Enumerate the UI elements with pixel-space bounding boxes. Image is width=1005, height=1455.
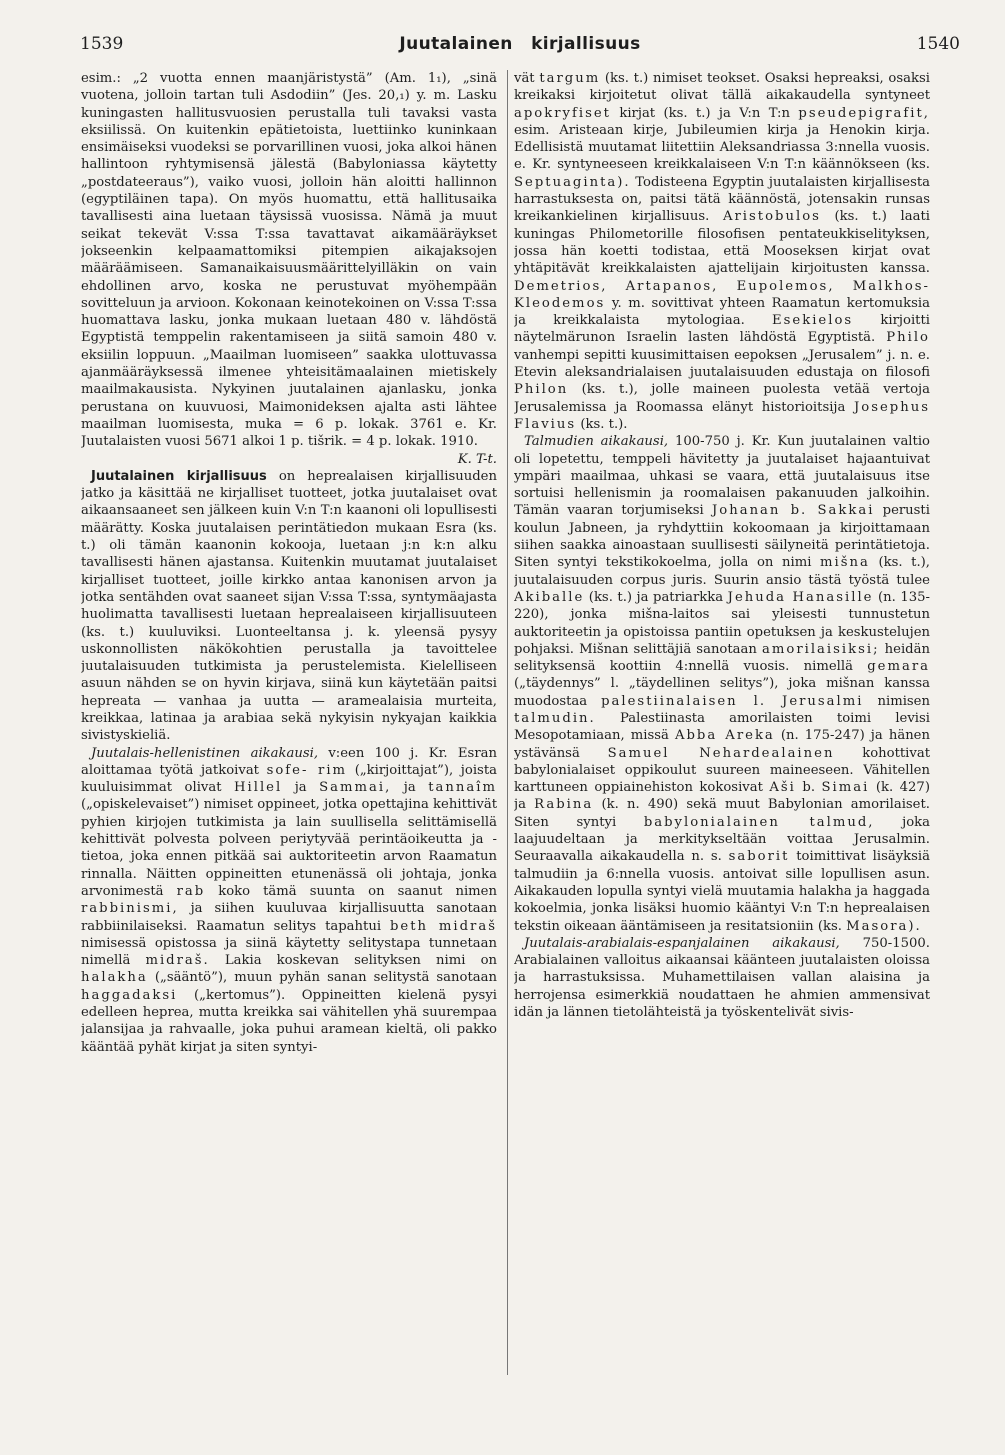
text-run: ja siihen kuuluvaa kirjallisuutta sanotaan rabbiinilaiseksi. Raamatun selitys tapahtui bbox=[81, 901, 497, 934]
text-run: 100-750 j. Kr. Kun juutalainen valtio oli lopetettu, temppeli hävitetty ja juutalaiset hajaantuivat ympäri maailmaa, uhkasi se vaara, että juutalaisuus itse sortuisi hellenismin ja roomalaisen pakanuuden jalkoihin. Tämän vaaran torjumiseksi bbox=[514, 434, 930, 519]
text-run: Palestiinasta amorilaisten toimi levisi Mesopotamiaan, missä bbox=[514, 710, 930, 744]
page-number-left: 1539 bbox=[80, 34, 124, 54]
term: Abba Areka bbox=[674, 728, 775, 744]
term: halakha bbox=[81, 970, 148, 986]
term: rabbinismi, bbox=[81, 901, 179, 917]
term: Josephus Flavius bbox=[514, 399, 930, 432]
term: beth midraš bbox=[389, 918, 497, 934]
text-run: nimisessä opistossa ja siinä käytetty selitystapa tunnetaan nimellä bbox=[81, 935, 497, 969]
term: sofe- rim bbox=[266, 762, 348, 778]
paragraph-text: on heprealaisen kirjallisuuden jatko ja käsittää ne kirjalliset tuotteet, jotka juutalaiset ovat aikaansaaneet sen jälkeen kuin V:n T:n kaanoni oli lopullisesti määrätty. Koska juutalaisen perintätiedon mukaan Esra (ks. t.) oli tämän kaanonin kokooja, luetaan j:n k:n alku tavallisesti hänen ajastansa. Kuitenkin muutamat juutalaiset kirjalliset tuotteet, joille kirkko antaa kanonisen arvon ja jotka sentähden ovat saaneet sijan V:ssa T:ssa, syntymäajasta huolimatta tavallisesti luetaan heprealaiseen kirjallisuuteen (ks. t.) kuuluviksi. Luonteeltansa j. k. yleensä pysyy uskonnollisten näkökohtien perustalla ja tavoittelee juutalaisuuden tutkimista ja perustelemista. Kielelliseen asuun nähden se on hyvin kirjava, siinä kun käytetään paitsi hepreata — vanhaa ja uutta — aramealaisia murteita, kreikkaa, latinaa ja arabiaa sekä nykyisin nykyajan kaikkia sivistyskieliä. bbox=[81, 468, 497, 744]
term: mišna bbox=[820, 555, 870, 571]
running-title bbox=[80, 34, 960, 54]
term: Esekielos bbox=[772, 313, 854, 329]
term: targum bbox=[539, 71, 601, 86]
author-signature bbox=[81, 451, 497, 468]
term: Johanan b. Sakkai bbox=[711, 503, 875, 519]
text-run: koko tämä suunta on saanut nimen bbox=[218, 883, 497, 899]
text-run: („sääntö”), muun pyhän sanan selitystä sanotaan bbox=[154, 970, 497, 986]
paragraph bbox=[514, 70, 930, 433]
text-run: ja bbox=[403, 780, 416, 796]
text-run: 750-1500. Arabialainen valloitus aikaansai käänteen juutalaisten oloissa ja harrastuksissa. Muhamettilaisen vallan alaisina ja herrojensa esimerkkiä noudattaen he ahmien ammensivat idän ja lännen tietolähteistä ja työskentelivät sivis- bbox=[514, 935, 930, 1021]
section-paragraph bbox=[81, 745, 497, 1056]
term: saborit bbox=[728, 849, 790, 865]
text-run: („täydennys” l. „täydellinen selitys”), joka mišnan kanssa muodostaa bbox=[514, 676, 930, 709]
term: Akiballe bbox=[514, 589, 585, 605]
text-run: kohottivat babylonialaiset oppikoulut suureen maineeseen. Vähitellen karttuneen oppiainehiston kokosivat bbox=[514, 745, 930, 796]
text-run: Todisteena Egyptin juutalaisten kirjallisesta harrastuksesta on, paitsi tätä käännöstä, jotensakin runsas kreikankielinen kirjallisuus. bbox=[514, 174, 930, 225]
text-run: (ks. t.) nimiset teokset. Osaksi hepreaksi, osaksi kreikaksi kirjoitetut olivat tällä aikakaudella syntyneet bbox=[514, 71, 930, 104]
term: midraš. bbox=[145, 953, 210, 969]
term: Simai bbox=[821, 780, 870, 796]
text-run: heidän selityksensä koottiin 4:nnellä vuosis. nimellä bbox=[514, 641, 930, 675]
term: Hillel bbox=[234, 780, 283, 796]
text-run: (ks. t.) ja patriarkka bbox=[588, 589, 724, 605]
term: Jehuda Hanasille bbox=[727, 589, 874, 605]
text-run: (ks. t.). bbox=[580, 416, 628, 432]
term: rab bbox=[176, 883, 206, 899]
text-run: kirjat (ks. t.) ja V:n T:n bbox=[619, 105, 790, 121]
article-headword: Juutalainen kirjallisuus bbox=[91, 468, 267, 484]
page-number-right: 1540 bbox=[916, 34, 960, 54]
text-run: esim. Aristeaan kirje, Jubileumien kirja ja Henokin kirja. Edellisistä muutamat liitettiin Aleksandriassa 3:nnella vuosis. e. Kr. syntyneeseen kreikkalaiseen V:n T:n käännökseen (ks. bbox=[514, 122, 930, 173]
term: talmudin. bbox=[514, 710, 596, 726]
text-run: vät bbox=[514, 71, 535, 86]
text-run: vanhempi sepitti kuusimittaisen eepoksen „Jerusalem” j. n. e. Etevin aleksandrialaisen juutalaisuuden edustaja on filosofi bbox=[514, 347, 930, 381]
text-run: (ks. t.) laati kuningas Philometorille filosofisen pentateukkiselityksen, jossa hän koetti todistaa, että Mooseksen kirjat ovat yhtäpitävät kreikkalaisten ajattelijain kirjoitusten kanssa. bbox=[514, 209, 930, 277]
text-run: ja bbox=[294, 780, 307, 796]
page-header bbox=[80, 34, 960, 62]
term: Sammai, bbox=[319, 780, 392, 796]
term: amorilaisiksi; bbox=[762, 641, 880, 657]
term: Masora). bbox=[846, 918, 922, 934]
text-run: (ks. t.), juutalaisuuden corpus juris. Suurin ansio tästä työstä tulee bbox=[514, 555, 930, 588]
term: Aristobulos bbox=[722, 209, 821, 225]
right-column bbox=[514, 70, 930, 1445]
running-title-word-1: Juutalainen bbox=[399, 34, 513, 54]
term: Samuel Nehardealainen bbox=[607, 745, 835, 761]
text-run: y. m. sovittivat yhteen Raamatun kertomuksia ja kreikkalaista mytologiaa. bbox=[514, 295, 930, 329]
text-run: v:een 100 j. Kr. Esran aloittamaa työtä jatkoivat bbox=[81, 745, 497, 778]
term: palestiinalaisen l. Jerusalmi bbox=[601, 693, 864, 709]
text-run: („kirjoittajat”), joista kuuluisimmat olivat bbox=[81, 762, 497, 796]
term: Aši bbox=[769, 780, 796, 796]
text-run: toimittivat lisäyksiä talmudiin ja 6:nnella vuosis. antoivat sille lopullisen asun. Aikakauden lopulla syntyi vielä muutamia halakha ja haggada kokoelmia, jonka lisäksi huomio kääntyi V:n T:n heprealaisen tekstin oikeaan ääntämiseen ja resitatsioniin (ks. bbox=[514, 849, 930, 934]
term: Septuaginta). bbox=[514, 174, 631, 190]
article-paragraph bbox=[81, 468, 497, 745]
text-run: (ks. t.), jolle maineen puolesta vetää vertoja Jerusalemissa ja Roomassa elänyt historioitsija bbox=[514, 382, 930, 415]
text-run: („opiskelevaiset”) nimiset oppineet, jotka opettajina kehittivät pyhien kirjojen tutkimista ja lain suullisella selittämisellä kehittivät polvesta polveen periytyvää perintäoikeutta ja -tietoa, joka ennen pitkää sai auktoriteetin arvon Raamatun rinnalla. Näitten oppineitten etunenässä oli johtaja, jonka arvonimestä bbox=[81, 797, 497, 899]
text-run: kirjoitti näytelmärunon Israelin lasten lähdöstä Egyptistä. bbox=[514, 313, 930, 346]
term: babylonialainen talmud, bbox=[643, 814, 875, 830]
term: pseudepigrafit, bbox=[798, 105, 930, 121]
signature-text: K. T-t. bbox=[457, 451, 497, 467]
section-heading: Talmudien aikakausi, bbox=[524, 434, 669, 450]
text-run: nimisen bbox=[877, 693, 930, 709]
paragraph bbox=[81, 70, 497, 451]
text-run: (n. 175-247) ja hänen ystävänsä bbox=[514, 728, 930, 761]
term: tannaîm bbox=[428, 780, 497, 796]
text-run: perusti koulun Jabneen, ja ryhdyttiin kokoomaan ja kirjoittamaan siihen saakka ainoastaan suullisesti säilyneitä perintätietoja. Siten syntyi tekstikokoelma, jolla on nimi bbox=[514, 503, 930, 571]
term: apokryfiset bbox=[514, 105, 611, 121]
running-title-word-2: kirjallisuus bbox=[531, 34, 641, 54]
text-run: (k. n. 490) sekä muut Babylonian amorilaiset. Siten syntyi bbox=[514, 797, 930, 830]
text-run: joka laajuudeltaan ja merkitykseltään voittaa Jerusalmin. Seuraavalla aikakaudella n. s. bbox=[514, 814, 930, 865]
term: Philo bbox=[886, 330, 930, 346]
text-run: („kertomus”). Oppineitten kielenä pysyi edelleen heprea, mutta kreikka sai vähitellen yhä suurempaa jalansijaa ja rahvaalle, joka puhui aramean kieltä, oli pakko kääntää pyhät kirjat ja siten syntyi- bbox=[81, 987, 497, 1055]
text-run: (n. 135-220), jonka mišna-laitos sai yleisesti tunnustetun auktoriteetin ja opistoissa pantiin opetuksen ja keskustelujen pohjaksi. Mišnan selittäjiä sanotaan bbox=[514, 589, 930, 657]
term: haggadaksi bbox=[81, 987, 178, 1003]
column-divider bbox=[507, 70, 508, 1375]
text-run: (k. 427) ja bbox=[514, 780, 930, 813]
left-column bbox=[81, 70, 497, 1445]
term: Rabina bbox=[534, 797, 594, 813]
text-run: b. bbox=[802, 780, 816, 796]
section-heading: Juutalais-arabialais-espanjalainen aikakausi, bbox=[524, 935, 840, 951]
term: gemara bbox=[867, 659, 930, 675]
section-heading: Juutalais-hellenistinen aikakausi, bbox=[91, 745, 319, 761]
term: Philon bbox=[514, 382, 569, 398]
section-paragraph bbox=[514, 433, 930, 935]
text-run: Lakia koskevan selityksen nimi on bbox=[224, 953, 497, 969]
paragraph-text: esim.: „2 vuotta ennen maanjäristystä” (Am. 1₁), „sinä vuotena, jolloin tartan tuli Asdodiin” (Jes. 20,₁) y. m. Lasku kuningasten hallitusvuosien perustalla tuli tavaksi vasta eksiilissä. On kuitenkin epätietoista, luettiinko kuninkaan ensimäiseksi vuodeksi se porvarillinen vuosi, joka alkoi hänen hallintoon ryhtymisensä jälestä (Babyloniassa käytetty „postdateeraus”), vaiko vuosi, jolloin hän aloitti hallinnon (egyptiläinen tapa). On myös huomattu, että hallitusaika tavallisesti aina luetaan täysissä vuosissa. Nämä ja muut seikat tekevät V:ssa T:ssa tavattavat aikamääräykset jokseenkin kelpaamattomiksi pitempien aikajaksojen määräämiseen. Samanaikaisuusmäärittelyilläkin on vain ehdollinen arvo, koska ne perustuvat myöhempään sovitteluun ja arvioon. Kokonaan keinotekoinen on V:ssa T:ssa huomattava lasku, jonka mukaan luetaan 480 v. lähdöstä Egyptistä temppelin rakentamiseen ja siitä samoin 480 v. eksiilin loppuun. „Maailman luomiseen” saakka ulottuvassa ajanmääräyksessä ilmenee yhteisitämaalainen mietiskely maailmakausista. Nykyinen juutalainen ajanlasku, jonka perustana on kuuvuosi, Maimonideksen ajalta asti lähtee maailman luomisesta, muka = 6 p. lokak. 3761 e. Kr. Juutalaisten vuosi 5671 alkoi 1 p. tišrik. = 4 p. lokak. 1910. bbox=[81, 71, 497, 450]
term: Demetrios, Artapanos, Eupolemos, Malkhos-Kleodemos bbox=[514, 278, 930, 311]
section-paragraph bbox=[514, 935, 930, 1021]
